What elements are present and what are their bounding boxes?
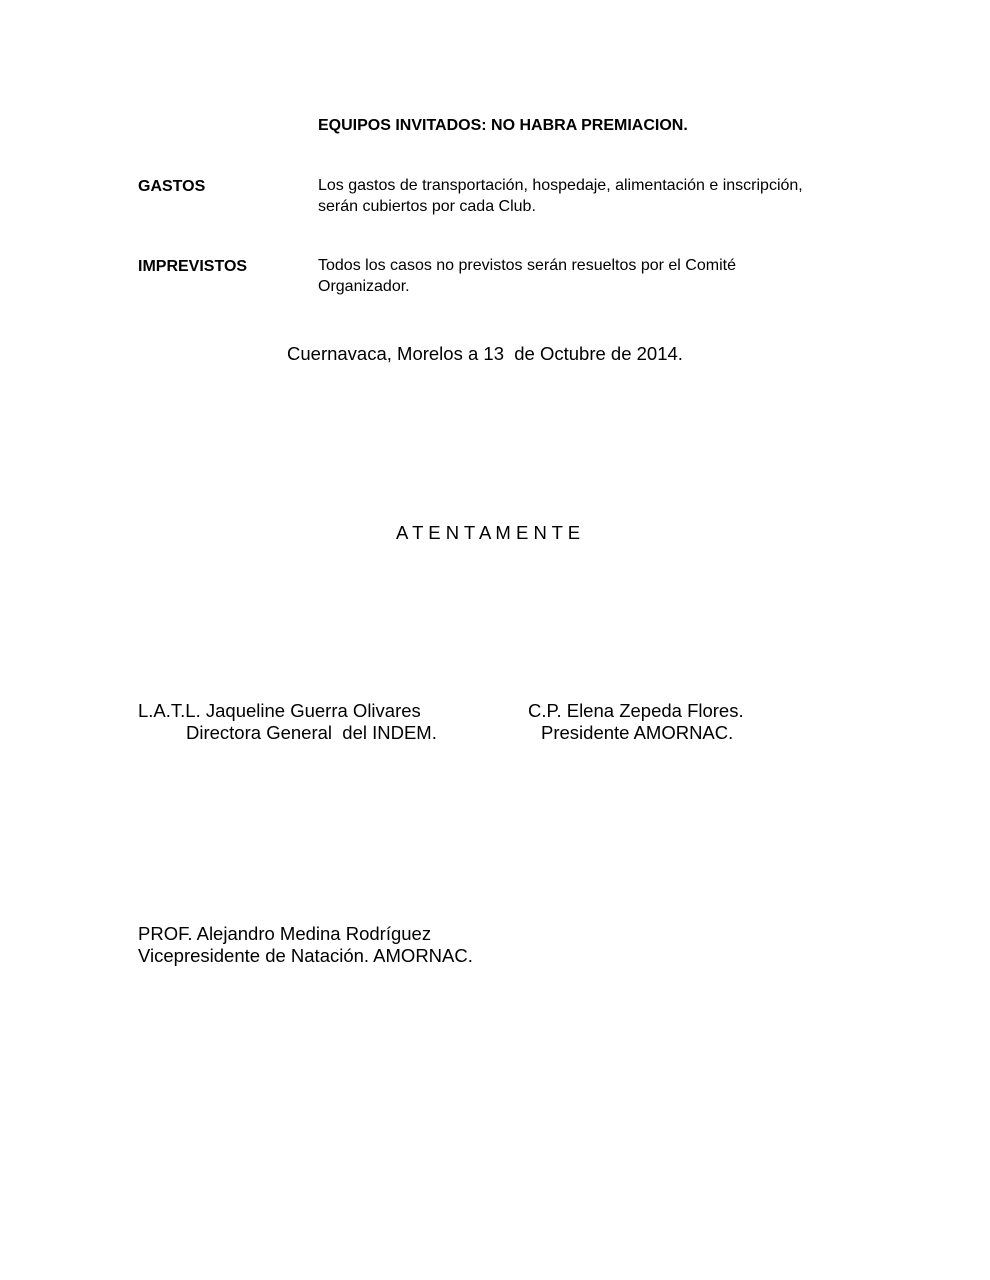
section-text-gastos-line1: Los gastos de transportación, hospedaje, alimentación e inscripción,: [318, 177, 803, 194]
date-line: Cuernavaca, Morelos a 13 de Octubre de 2014.: [287, 343, 683, 364]
signatory-1-name: L.A.T.L. Jaqueline Guerra Olivares: [138, 700, 421, 721]
signatory-3-name: PROF. Alejandro Medina Rodríguez: [138, 923, 432, 944]
signatory-1-title: Directora General del INDEM.: [186, 722, 437, 743]
section-label-gastos: GASTOS: [138, 178, 206, 195]
signatory-2-name: C.P. Elena Zepeda Flores.: [528, 700, 744, 721]
section-text-imprevistos-line2: Organizador.: [318, 278, 410, 295]
signatory-3-title: Vicepresidente de Natación. AMORNAC.: [138, 945, 473, 966]
signatory-2-title: Presidente AMORNAC.: [541, 722, 734, 743]
section-text-imprevistos-line1: Todos los casos no previstos serán resueltos por el Comité: [318, 257, 736, 274]
section-label-imprevistos: IMPREVISTOS: [138, 258, 248, 275]
closing: A T E N T A M E N T E: [396, 522, 581, 543]
section-text-gastos-line2: serán cubiertos por cada Club.: [318, 198, 536, 215]
heading: EQUIPOS INVITADOS: NO HABRA PREMIACION.: [318, 117, 688, 134]
